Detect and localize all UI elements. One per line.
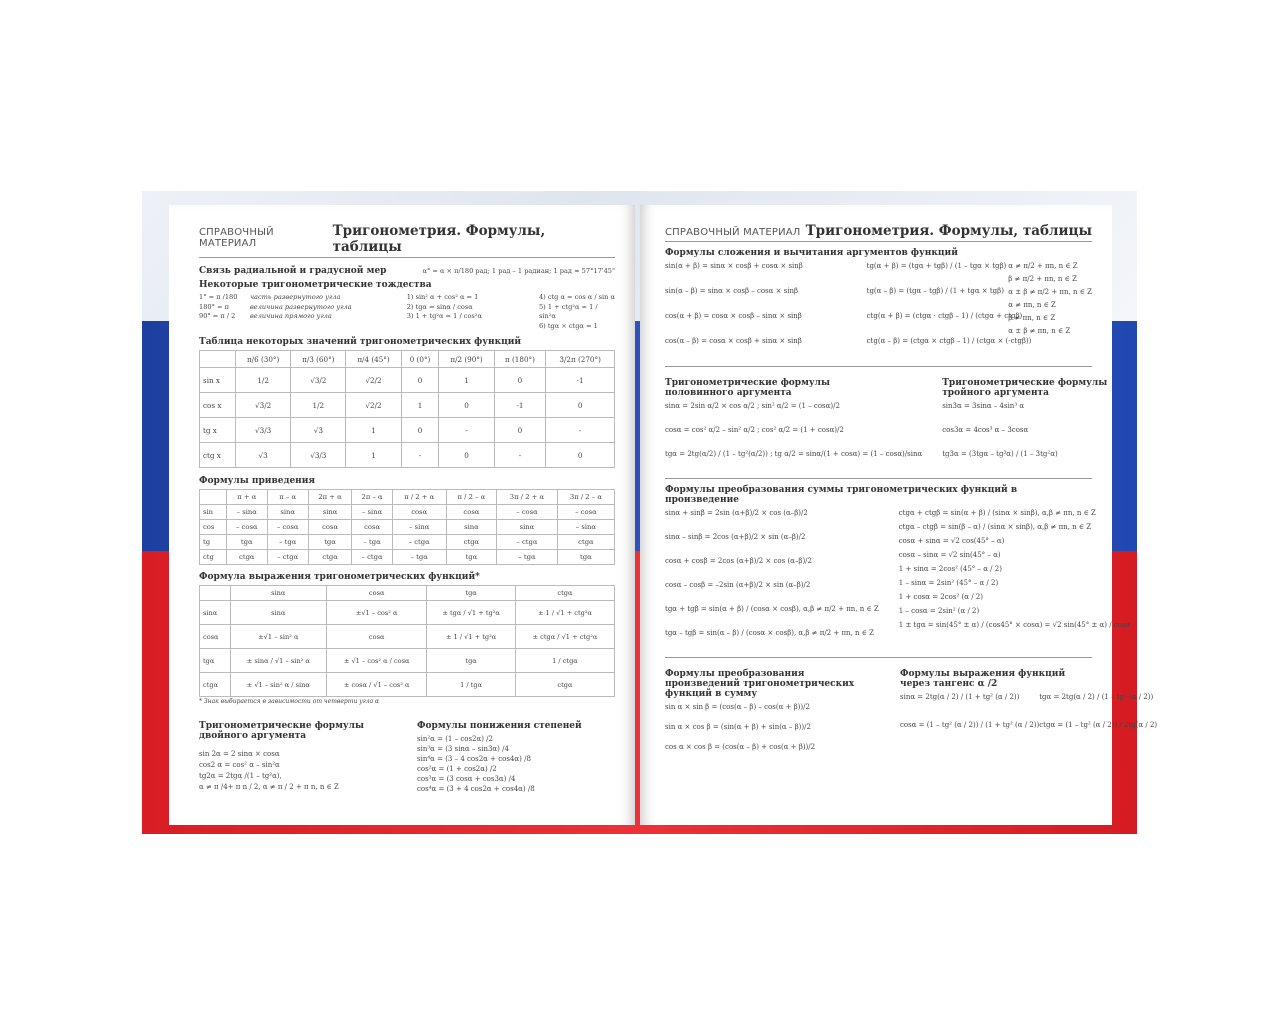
table-cell: √3 [291,418,346,443]
addition-condition: α ± β ≠ πn, n ∈ Z [1008,327,1071,335]
table-cell: cos x [200,393,236,418]
power-formula: sin³α = (3 sinα – sin3α) /4 [417,744,509,753]
tangent-half-formula: tgα = 2tg(α / 2) / (1 – tg² (α / 2)) [1039,693,1154,701]
table-cell: ± √1 – cos² α / cosα [327,649,427,673]
table-cell: – cosα [226,520,267,535]
table-cell: – ctgα [497,535,558,550]
table-cell: ± √1 – sin² α / sinα [230,673,327,697]
table-cell: ctgα [226,550,267,565]
table-header-cell: 0 (0°) [401,351,439,368]
table-cell: - [401,443,439,468]
power-formula: sin⁴α = (3 – 4 cos2α + cos4α) /8 [417,754,531,763]
identities-heading: Некоторые тригонометрические тождества [199,280,432,290]
addition-condition: β ≠ πn, n ∈ Z [1008,314,1056,322]
half-formula: sinα = 2sin α/2 × cos α/2 ; sin² α/2 = (1 – cosα)/2 [665,402,840,410]
sum-to-product-formula: cosα – cosβ = –2sin (α+β)/2 × sin (α–β)/2 [665,581,811,589]
table-cell: √2/2 [346,393,401,418]
table-cell: √3/3 [236,418,291,443]
table-cell: 1 [439,368,494,393]
table-header-cell: π – α [267,490,308,505]
table-cell: 1 / ctgα [515,649,614,673]
table-cell: 0 [401,418,439,443]
table-header-cell: ctgα [515,586,614,601]
table-cell: 0 [494,418,546,443]
identity-formula: 3) 1 + tg²α = 1 / cos²α [406,312,482,321]
sum-to-product-formula: 1 – sinα = 2sin² (45° – α / 2) [898,579,999,587]
table-cell: √3 [236,443,291,468]
table-cell: – sinα [392,520,446,535]
values-table [199,350,615,468]
right-page [640,205,1158,825]
table-row [200,625,615,649]
product-to-sum-formula: cos α × cos β = (cos(α – β) + cos(α + β))/2 [665,743,816,751]
double-formula: α ≠ π /4+ π n / 2, α ≠ π / 2 + π n, n ∈ Z [199,782,339,791]
addition-condition: α ≠ π/2 + πn, n ∈ Z [1008,262,1078,270]
table-cell: sinα [446,520,496,535]
table-header-cell: π / 2 + α [392,490,446,505]
triple-formula: sin3α = 3sinα – 4sin³ α [942,402,1025,410]
table-cell: cosα [352,520,392,535]
table-cell: sin x [200,368,236,393]
product-to-sum-formula: sin α × cos β = (sin(α + β) + sin(α – β))/2 [665,723,811,731]
product-to-sum-heading: Формулы преобразования произведений тригонометрических функций в сумму [665,669,855,699]
table-cell: – sinα [226,505,267,520]
radian-formula: α° = α × π/180 рад; 1 рад – 1 радиан; 1 рад ≈ 57°17'45" [422,267,615,275]
table-cell: – sinα [352,505,392,520]
table-cell: -1 [494,393,546,418]
table-cell: ± 1 / √1 + ctg²α [515,601,614,625]
table-cell: ±√1 – cos² α [327,601,427,625]
table-cell: ± tgα / √1 + tg²α [427,601,516,625]
table-cell: cosα [446,505,496,520]
table-row [200,520,615,535]
table-row [200,673,615,697]
table-cell: ctgα [308,550,352,565]
table-row [200,649,615,673]
sum-to-product-formula: ctgα + ctgβ = sin(α + β) / (sinα × sinβ), α,β ≠ πn, n ∈ Z [898,509,1096,517]
sum-to-product-formula: tgα – tgβ = sin(α – β) / (cosα × cosβ), α,β ≠ π/2 + πn, n ∈ Z [665,629,875,637]
power-formula: cos²α = (1 + cos2α) /2 [417,764,497,773]
table-cell: ctg [200,550,227,565]
values-table-heading: Таблица некоторых значений тригонометрических функций [199,337,522,348]
table-cell: sin [200,505,227,520]
table-cell: sinα [200,601,231,625]
table-cell: ctgα [515,673,614,697]
table-cell: 0 [494,368,546,393]
table-cell: cosα [308,520,352,535]
table-header-cell: 2π + α [308,490,352,505]
section-label-right: СПРАВОЧНЫЙ МАТЕРИАЛ [665,227,801,238]
table-cell: -1 [546,368,615,393]
table-cell: – tgα [392,550,446,565]
addition-condition: α ± β ≠ π/2 + πn, n ∈ Z [1008,288,1092,296]
tangent-half-formula: sinα = 2tg(α / 2) / (1 + tg² (α / 2)) [900,693,1020,701]
table-cell: cos [200,520,227,535]
table-header-cell: tgα [427,586,516,601]
table-cell: √3/3 [291,443,346,468]
identity-description: величина развернутого угла [249,302,352,311]
table-header-cell [200,586,231,601]
product-to-sum-formula: sin α × sin β = (cos(α – β) – cos(α + β))/2 [665,703,810,711]
identity-formula: 6) tgα × ctgα = 1 [538,321,598,330]
table-header-cell: π/6 (30°) [236,351,291,368]
sum-to-product-formula: cosα + sinα = √2 cos(45° – α) [898,537,1005,545]
table-cell: ± cosα / √1 – cos² α [327,673,427,697]
table-header-cell: π / 2 – α [446,490,496,505]
triple-formula: tg3α = (3tgα – tg³α) / (1 – 3tg²α) [942,450,1058,458]
addition-formula: cos(α – β) = cosα × cosβ + sinα × sinβ [665,337,802,345]
sum-to-product-formula: cosα + cosβ = 2cos (α+β)/2 × cos (α–β)/2 [665,557,812,565]
table-cell: cosα [327,625,427,649]
table-cell: 1 / tgα [427,673,516,697]
table-cell: 1 [346,443,401,468]
identity-formula: 4) ctg α = cos α / sin α [538,293,615,301]
table-header-cell: π + α [226,490,267,505]
tangent-half-formula: ctgα = (1 – tg² (α / 2)) / 2tg(α / 2) [1039,721,1158,729]
left-page [169,205,635,825]
identity-formula: 2) tgα = sinα / cosα [406,302,473,311]
table-header-cell: 2π – α [352,490,392,505]
addition-formula: sin(α + β) = sinα × cosβ + cosα × sinβ [665,262,803,270]
table-cell: ctgα [200,673,231,697]
sum-to-product-formula: cosα – sinα = √2 sin(45° – α) [898,551,1001,559]
sum-to-product-formula: 1 + cosα = 2cos² (α / 2) [898,593,983,601]
radian-heading: Связь радиальной и градусной мер [199,266,387,276]
identity-description: часть развернутого угла [249,293,341,301]
table-cell: tg [200,535,227,550]
addition-tangent-formula: tg(α – β) = (tgα – tgβ) / (1 + tgα × tgβ) [866,287,1004,295]
table-cell: 0 [439,443,494,468]
table-header-cell: 3π / 2 – α [557,490,614,505]
table-row [200,418,615,443]
addition-condition: β ≠ π/2 + πn, n ∈ Z [1008,275,1077,283]
table-cell: 1/2 [291,393,346,418]
half-formula: tgα = 2tg(α/2) / (1 – tg²(α/2)) ; tg α/2 = sinα/(1 + cosα) = (1 – cosα)/sinα [665,450,923,458]
table-cell: sinα [267,505,308,520]
table-cell: – tgα [497,550,558,565]
table-header-cell [200,351,236,368]
table-cell: – tgα [267,535,308,550]
addition-condition: α ≠ πn, n ∈ Z [1008,301,1056,309]
sum-to-product-formula: sinα – sinβ = 2cos (α+β)/2 × sin (α–β)/2 [665,533,806,541]
identity-formula: 1) sin² α + cos² α = 1 [406,293,479,301]
table-row [200,443,615,468]
table-cell: √3/2 [236,393,291,418]
table-cell: – ctgα [267,550,308,565]
page-title-right: Тригонометрия. Формулы, таблицы [805,223,1092,239]
table-cell: – cosα [267,520,308,535]
triple-formula: cos3α = 4cos³ α – 3cosα [942,426,1029,434]
double-formula: cos2 α = cos² α – sin²α [199,760,280,769]
table-cell: 1/2 [236,368,291,393]
table-cell: ± ctgα / √1 + ctg²α [515,625,614,649]
table-row [200,535,615,550]
sum-to-product-formula: tgα + tgβ = sin(α + β) / (cosα × cosβ), α,β ≠ π/2 + πn, n ∈ Z [665,605,879,613]
sum-to-product-heading: Формулы преобразования суммы тригонометрических функций в произведение [665,485,1018,505]
table-cell: 0 [401,368,439,393]
table-cell: sinα [308,505,352,520]
table-header-cell: π/4 (45°) [346,351,401,368]
page-header-right [665,223,1092,242]
half-heading: Тригонометрические формулы половинного аргумента [665,378,831,398]
page-header [199,223,615,258]
table-cell: tgα [308,535,352,550]
table-row [200,393,615,418]
table-row [200,550,615,565]
power-formula: cos⁴α = (3 + 4 cos2α + cos4α) /8 [417,784,535,793]
table-cell: ctg x [200,443,236,468]
table-header-cell: π (180°) [494,351,546,368]
expression-heading: Формула выражения тригонометрических функций* [199,572,480,583]
sum-to-product-formula: 1 + sinα = 2cos² (45° – α / 2) [898,565,1002,573]
half-formula: cosα = cos² α/2 – sin² α/2 ; cos² α/2 = (1 + cosα)/2 [665,426,844,434]
table-cell: ctgα [446,535,496,550]
table-cell: ± sinα / √1 – sin² α [230,649,327,673]
addition-heading: Формулы сложения и вычитания аргументов функций [665,248,958,258]
power-heading: Формулы понижения степеней [417,720,582,731]
table-cell: sinα [497,520,558,535]
addition-tangent-formula: ctg(α – β) = (ctgα × ctgβ – 1) / (ctgα × (-ctgβ)) [866,337,1032,345]
sum-to-product-formula: sinα + sinβ = 2sin (α+β)/2 × cos (α–β)/2 [665,509,808,517]
power-formula: sin²α = (1 – cos2α) /2 [417,734,493,743]
expression-note: * Знак выбирается в зависимости от четверти угла α [199,698,380,706]
power-formula: cos³α = (3 cosα + cos3α) /4 [417,774,516,783]
table-cell: tgα [427,649,516,673]
table-cell: cosα [200,625,231,649]
table-header-cell: π/2 (90°) [439,351,494,368]
table-cell: tgα [557,550,614,565]
table-header-cell [200,490,227,505]
table-cell: – sinα [557,520,614,535]
table-cell: - [494,443,546,468]
table-cell: 1 [346,418,401,443]
table-cell: - [439,418,494,443]
table-cell: √3/2 [291,368,346,393]
identity-value: 180° = π [199,302,229,311]
expression-table [199,585,615,697]
double-heading: Тригонометрические формулы двойного аргумента [199,720,365,741]
table-cell: ± 1 / √1 + tg²α [427,625,516,649]
table-cell: 1 [401,393,439,418]
table-cell: 0 [546,393,615,418]
table-cell: – ctgα [352,550,392,565]
double-formula: sin 2α = 2 sinα × cosα [199,749,280,758]
table-cell: sinα [230,601,327,625]
table-cell: tgα [200,649,231,673]
table-cell: √2/2 [346,368,401,393]
double-formula: tg2α = 2tgα /(1 – tg²α), [199,771,282,780]
table-cell: tgα [446,550,496,565]
section-label: СПРАВОЧНЫЙ МАТЕРИАЛ [199,227,274,249]
table-header-cell: π/3 (60°) [291,351,346,368]
table-cell: – tgα [352,535,392,550]
identities-block [199,293,615,331]
identity-description: величина прямого угла [249,312,332,321]
reduction-heading: Формулы приведения [199,476,316,487]
table-cell: 0 [546,443,615,468]
identity-value: 1° = π /180 [199,293,238,301]
addition-tangent-formula: ctg(α + β) = (ctgα · ctgβ – 1) / (ctgα + ctgβ) [866,312,1023,320]
table-row [200,601,615,625]
identity-value: 90° = π / 2 [199,312,236,321]
addition-tangent-formula: tg(α + β) = (tgα + tgβ) / (1 – tgα × tgβ) [866,262,1007,270]
table-cell: – ctgα [392,535,446,550]
tangent-half-heading: Формулы выражения функций через тангенс α /2 [900,669,1066,689]
table-cell: tgα [226,535,267,550]
addition-formula: cos(α + β) = cosα × cosβ – sinα × sinβ [665,312,802,320]
table-cell: ctgα [557,535,614,550]
sum-to-product-formula: 1 ± tgα = sin(45° ± α) / (cos45° × cosα) = √2 sin(45° ± α) / cosα [898,621,1131,629]
table-cell: - [546,418,615,443]
table-header-cell: 3/2π (270°) [546,351,615,368]
table-cell: – cosα [497,505,558,520]
table-cell: ±√1 – sin² α [230,625,327,649]
table-header-cell: 3π / 2 + α [497,490,558,505]
identity-formula: 5) 1 + ctg²α = 1 / sin²α [538,302,598,321]
table-header-cell: sinα [230,586,327,601]
page-title: Тригонометрия. Формулы, таблицы [332,223,546,255]
tangent-half-formula: cosα = (1 – tg² (α / 2)) / (1 + tg² (α / 2)) [900,721,1040,729]
sum-to-product-formula: ctgα – ctgβ = sin(β – α) / (sinα × sinβ), α,β ≠ πn, n ∈ Z [898,523,1092,531]
table-row [200,505,615,520]
triple-heading: Тригонометрические формулы тройного аргумента [942,378,1108,398]
table-cell: 0 [439,393,494,418]
addition-formula: sin(α – β) = sinα × cosβ – cosα × sinβ [665,287,799,295]
sum-to-product-formula: 1 – cosα = 2sin² (α / 2) [898,607,980,615]
table-row [200,368,615,393]
reduction-table [199,489,615,565]
table-cell: – cosα [557,505,614,520]
table-cell: tg x [200,418,236,443]
table-header-cell: cosα [327,586,427,601]
table-cell: cosα [392,505,446,520]
